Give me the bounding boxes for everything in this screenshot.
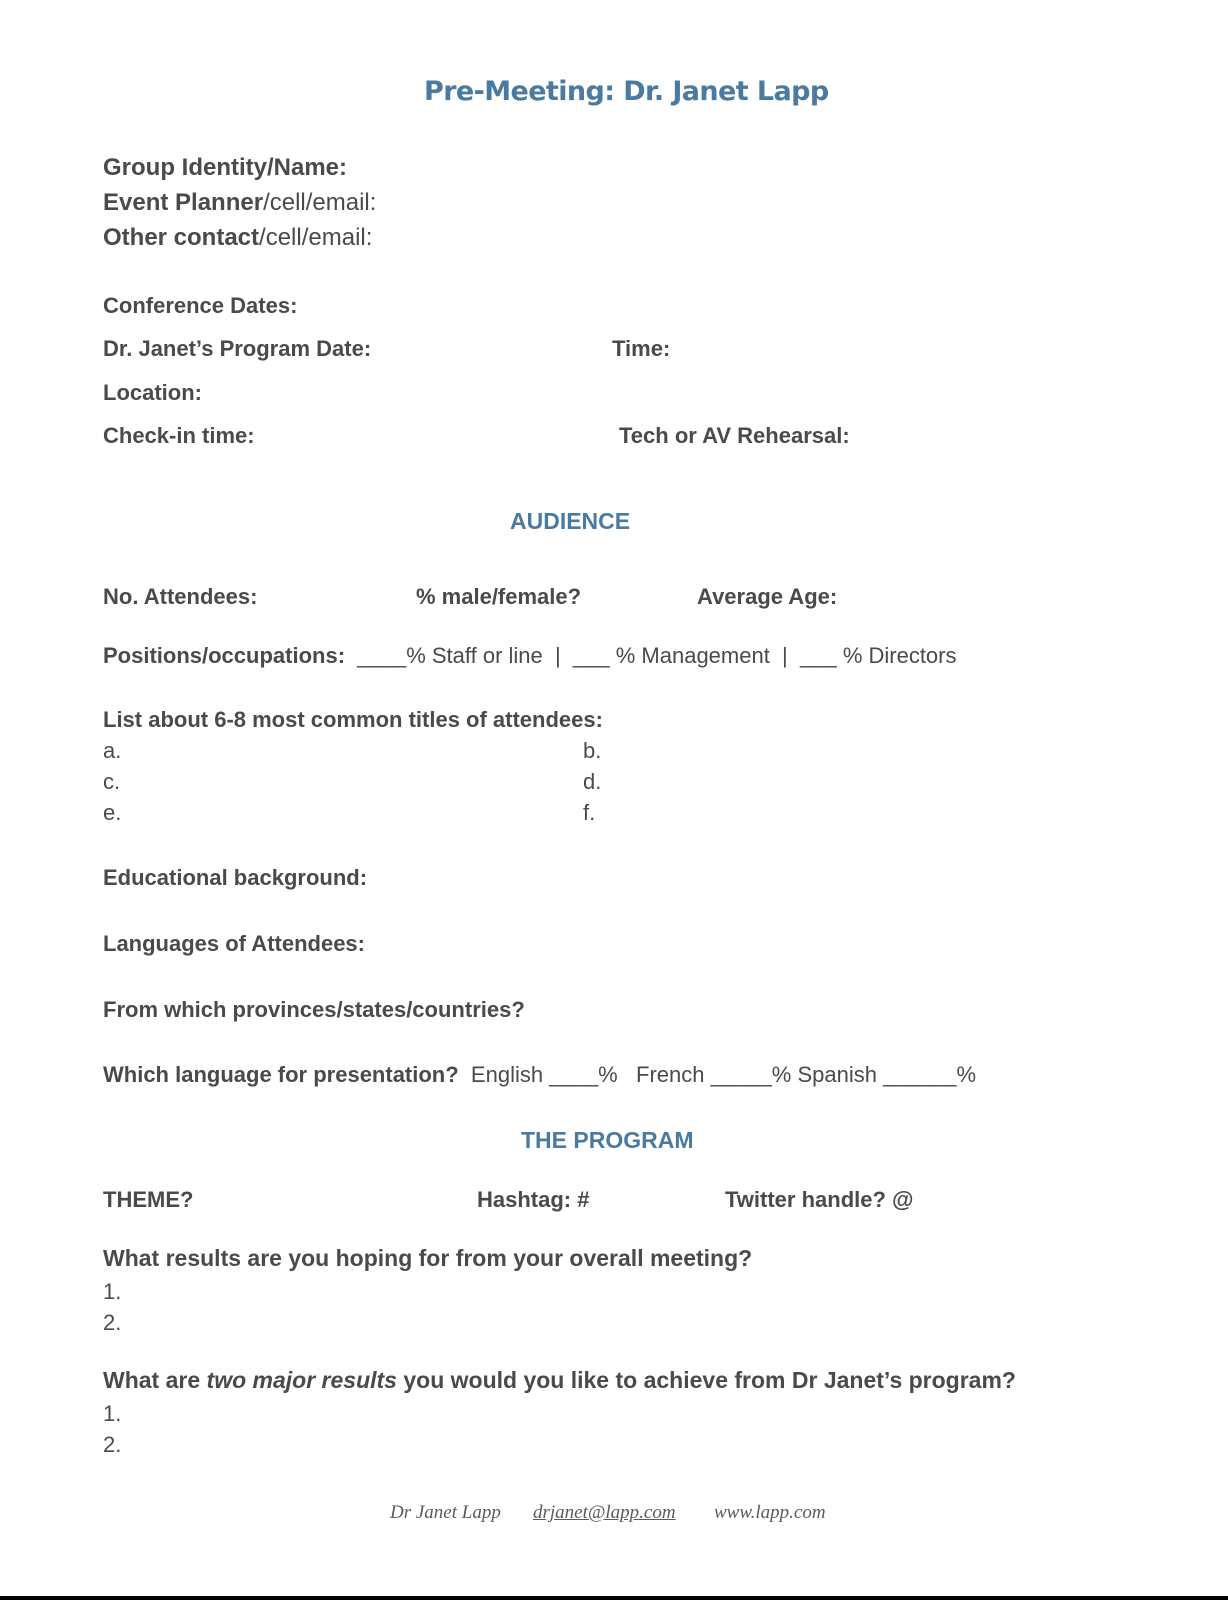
group-identity-label: Group Identity/Name: [103,154,348,181]
average-age-label: Average Age: [697,584,838,609]
twitter-label: Twitter handle? @ [725,1187,914,1212]
results-item-1: 1. [103,1279,122,1304]
results-question: What results are you hoping for from your overall meeting? [103,1245,753,1271]
major-results-after: you would you like to achieve from Dr Janet’s program? [396,1367,1016,1393]
languages-label: Languages of Attendees: [103,931,365,956]
presentation-language-label: Which language for presentation? [103,1062,459,1087]
results-item-2: 2. [103,1310,122,1335]
title-item-a: a. [103,738,122,763]
presentation-language-values: English ____% French _____% Spanish ______% [470,1062,977,1087]
major-results-item-2: 2. [103,1432,122,1457]
footer-email[interactable]: drjanet@lapp.com [533,1502,676,1523]
audience-heading: AUDIENCE [510,508,631,534]
titles-label: List about 6-8 most common titles of attendees: [103,707,603,732]
event-planner-bold: Event Planner [103,189,264,216]
checkin-time-label: Check-in time: [103,423,255,448]
title-item-b: b. [583,738,602,763]
origin-label: From which provinces/states/countries? [103,997,525,1022]
major-results-question [103,1367,1016,1394]
event-planner-rest: /cell/email: [263,189,377,216]
major-results-italic: two major results [206,1367,397,1393]
time-label: Time: [612,336,671,361]
location-label: Location: [103,380,202,405]
conference-dates-label: Conference Dates: [103,293,298,318]
positions-row [103,643,957,669]
footer-name: Dr Janet Lapp [390,1502,501,1523]
major-results-item-1: 1. [103,1401,122,1426]
rehearsal-label: Tech or AV Rehearsal: [619,423,850,448]
title-item-e: e. [103,800,122,825]
program-heading: THE PROGRAM [521,1127,694,1153]
gender-label: % male/female? [416,584,582,609]
theme-label: THEME? [103,1187,194,1212]
major-results-before: What are [103,1367,207,1393]
title-item-c: c. [103,769,121,794]
event-planner-label [103,189,376,217]
program-date-label: Dr. Janet’s Program Date: [103,336,372,361]
attendees-label: No. Attendees: [103,584,258,609]
title-item-f: f. [583,800,596,825]
other-contact-rest: /cell/email: [259,224,373,251]
bottom-border [0,1596,1228,1600]
presentation-language-row [103,1062,976,1088]
footer-email-link[interactable] [533,1502,676,1524]
positions-values: ____% Staff or line | ___ % Management | ___ % Directors [357,643,957,668]
education-label: Educational background: [103,865,368,890]
other-contact-label [103,224,372,252]
page-title: Pre-Meeting: Dr. Janet Lapp [424,76,829,107]
hashtag-label: Hashtag: # [477,1187,590,1212]
positions-label: Positions/occupations: [103,643,346,668]
other-contact-bold: Other contact [103,224,260,251]
title-item-d: d. [583,769,602,794]
footer-website: www.lapp.com [714,1502,826,1523]
